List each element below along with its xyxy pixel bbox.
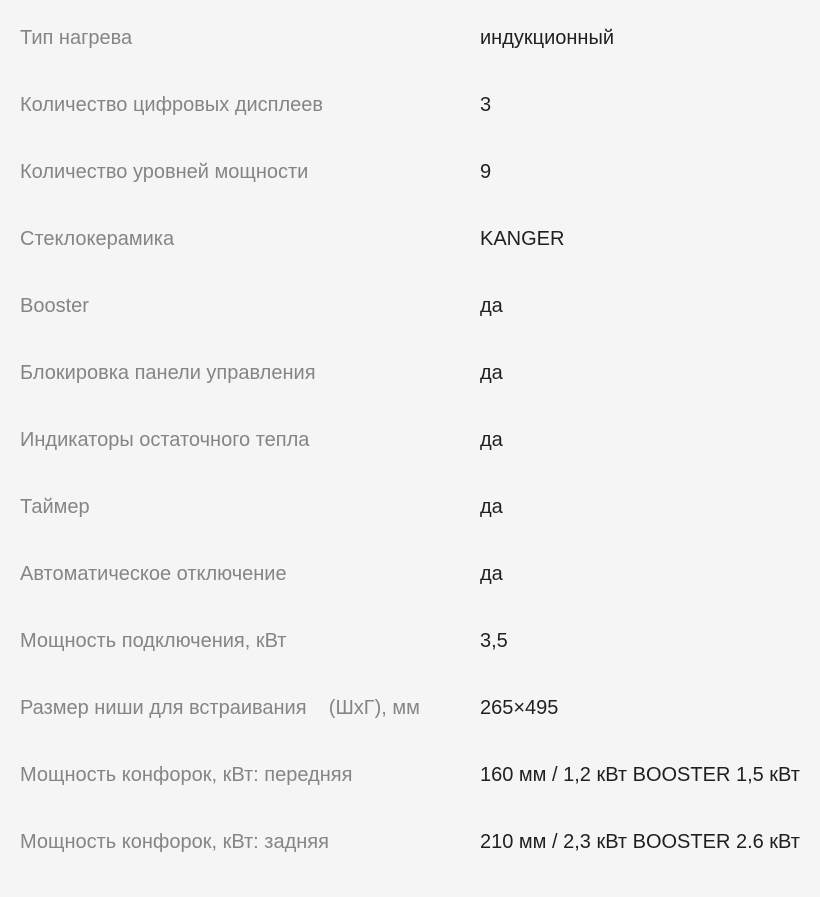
spec-label: Мощность подключения, кВт	[20, 630, 287, 652]
spec-row-rear-burner	[0, 830, 820, 897]
spec-value: да	[480, 496, 503, 518]
spec-label: Автоматическое отключение	[20, 563, 287, 585]
spec-row-booster	[0, 294, 820, 361]
spec-label: Количество цифровых дисплеев	[20, 94, 324, 116]
spec-value: да	[480, 362, 503, 384]
spec-value: да	[480, 563, 503, 585]
spec-row-timer	[0, 495, 820, 562]
spec-label: Индикаторы остаточного тепла	[20, 429, 310, 451]
spec-row-glass-ceramic	[0, 227, 820, 294]
spec-value: 210 мм / 2,3 кВт BOOSTER 2.6 кВт	[480, 831, 800, 853]
spec-label: Стеклокерамика	[20, 228, 175, 250]
spec-label: Размер ниши для встраивания (ШхГ), мм	[20, 697, 420, 719]
spec-row-connection-power	[0, 629, 820, 696]
spec-row-niche-size	[0, 696, 820, 763]
spec-value: 265×495	[480, 697, 559, 719]
spec-row-auto-off	[0, 562, 820, 629]
spec-value: индукционный	[480, 27, 615, 49]
spec-value: 160 мм / 1,2 кВт BOOSTER 1,5 кВт	[480, 764, 800, 786]
spec-label: Мощность конфорок, кВт: передняя	[20, 764, 353, 786]
spec-value: да	[480, 295, 503, 317]
spec-value: 3	[480, 94, 492, 116]
spec-row-heating-type	[0, 26, 820, 93]
spec-row-front-burner	[0, 763, 820, 830]
spec-label: Booster	[20, 295, 89, 317]
spec-value: 9	[480, 161, 492, 183]
spec-value: 3,5	[480, 630, 508, 652]
spec-row-power-levels	[0, 160, 820, 227]
spec-row-residual-heat	[0, 428, 820, 495]
spec-row-displays	[0, 93, 820, 160]
spec-label: Тип нагрева	[20, 27, 133, 49]
spec-label: Блокировка панели управления	[20, 362, 316, 384]
spec-label: Мощность конфорок, кВт: задняя	[20, 831, 329, 853]
spec-label: Таймер	[20, 496, 90, 518]
spec-value: да	[480, 429, 503, 451]
spec-value: KANGER	[480, 228, 565, 250]
spec-label: Количество уровней мощности	[20, 161, 309, 183]
spec-row-control-lock	[0, 361, 820, 428]
